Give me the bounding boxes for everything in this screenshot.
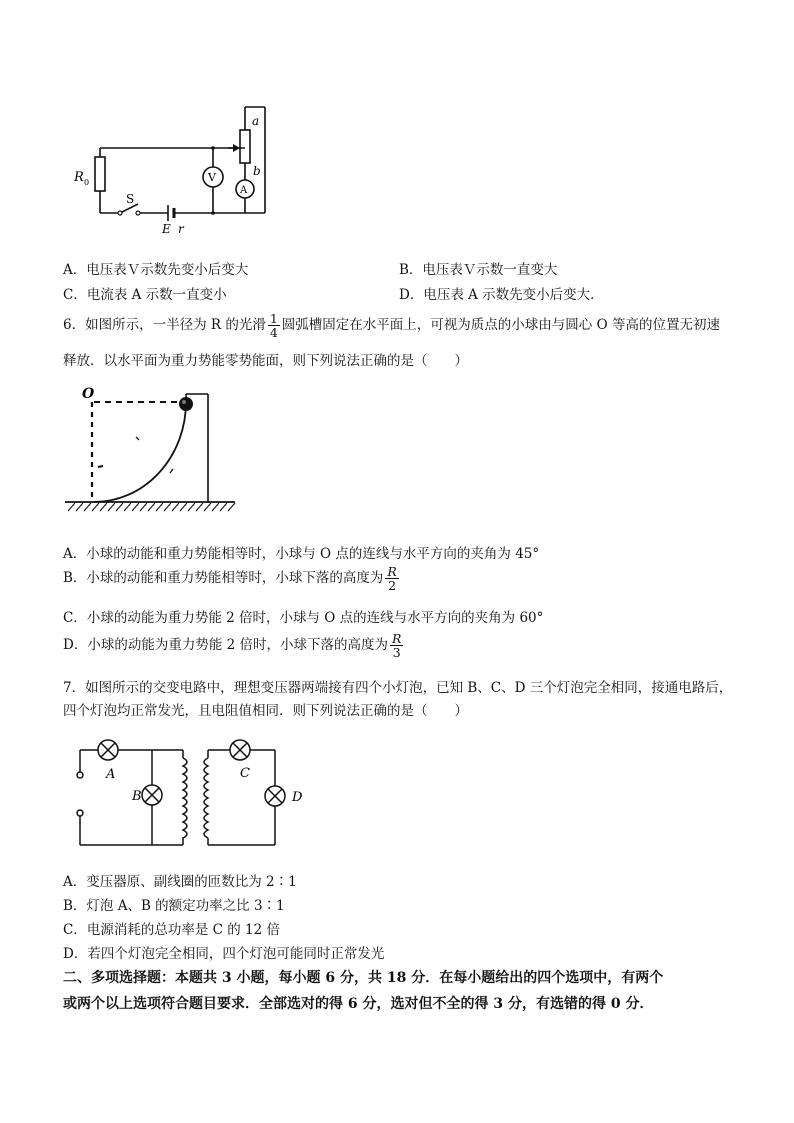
q6-stem-part-a: 6．如图所示，一半径为 R 的光滑	[63, 317, 266, 334]
q6-option-d	[63, 632, 405, 659]
q6-option-b	[63, 565, 401, 592]
q5-option-a: A．电压表Ｖ示数先变小后变大	[63, 262, 249, 278]
label-lamp-a: A	[106, 767, 116, 782]
label-r0: R	[74, 170, 84, 185]
q5-option-b: B．电压表Ｖ示数一直变大	[399, 262, 558, 278]
section2-heading-line2: 或两个以上选项符合题目要求．全部选对的得 6 分，选对但不全的得 3 分，有选错的得 0 分．	[63, 996, 654, 1012]
q7-option-b: B．灯泡 A、B 的额定功率之比 3∶1	[63, 898, 285, 914]
q6-stem-line1	[63, 312, 720, 339]
q6-option-d-num: R	[392, 631, 402, 646]
label-b: b	[253, 164, 261, 178]
q6-stem-part-b: 圆弧槽固定在水平面上，可视为质点的小球由与圆心 O 等高的位置无初速	[281, 317, 720, 334]
section2-heading-line1: 二、多项选择题：本题共 3 小题，每小题 6 分，共 18 分．在每小题给出的四个选项中，有两个	[63, 970, 664, 986]
q5-option-c: C．电流表 A 示数一直变小	[63, 287, 227, 303]
label-voltmeter: V	[208, 171, 216, 184]
label-lamp-d: D	[292, 790, 303, 805]
q6-option-b-num: R	[387, 564, 397, 579]
circuit-figure-q5	[70, 105, 280, 235]
q6-fraction	[268, 312, 280, 339]
q6-option-d-den: 3	[392, 645, 401, 661]
q7-option-d: D．若四个灯泡完全相同，四个灯泡可能同时正常发光	[63, 946, 385, 962]
q5-option-d: D．电压表 A 示数先变小后变大．	[399, 287, 604, 303]
label-center-o: O	[82, 386, 95, 402]
label-lamp-b: B	[132, 789, 142, 804]
ball-icon	[179, 397, 193, 411]
q6-option-a: A．小球的动能和重力势能相等时，小球与 O 点的连线与水平方向的夹角为 45°	[63, 546, 540, 562]
label-switch: S	[126, 192, 135, 206]
q6-fraction-den: 4	[269, 325, 278, 341]
label-ammeter: A	[240, 185, 248, 196]
transformer-figure-q7	[70, 730, 315, 850]
q6-stem-line2: 释放．以水平面为重力势能零势能面，则下列说法正确的是（ ）	[63, 353, 468, 369]
label-lamp-c: C	[240, 766, 250, 781]
q7-option-c: C．电源消耗的总功率是 C 的 12 倍	[63, 922, 281, 938]
q7-stem-line1: 7．如图所示的交变电路中，理想变压器两端接有四个小灯泡，已知 B、C、D 三个灯泡完全相同，接通电路后，	[63, 680, 733, 696]
q6-fraction-num: 1	[269, 311, 278, 326]
q6-option-d-fraction	[390, 632, 403, 659]
q6-option-b-text: B．小球的动能和重力势能相等时，小球下落的高度为	[63, 570, 384, 587]
arc-groove-figure-q6	[60, 382, 240, 517]
q7-option-a: A．变压器原、副线圈的匝数比为 2∶1	[63, 874, 297, 890]
q7-stem-line2: 四个灯泡均正常发光，且电阻值相同．则下列说法正确的是（ ）	[63, 703, 468, 719]
q6-option-b-fraction	[385, 565, 398, 592]
label-r0-sub: 0	[84, 178, 90, 187]
q6-option-c: C．小球的动能为重力势能 2 倍时，小球与 O 点的连线与水平方向的夹角为 60°	[63, 610, 544, 626]
q6-option-b-den: 2	[388, 578, 397, 594]
label-a: a	[252, 114, 260, 128]
label-internal-r: r	[178, 222, 184, 235]
label-emf: E	[162, 222, 171, 235]
q6-option-d-text: D．小球的动能为重力势能 2 倍时，小球下落的高度为	[63, 637, 388, 654]
